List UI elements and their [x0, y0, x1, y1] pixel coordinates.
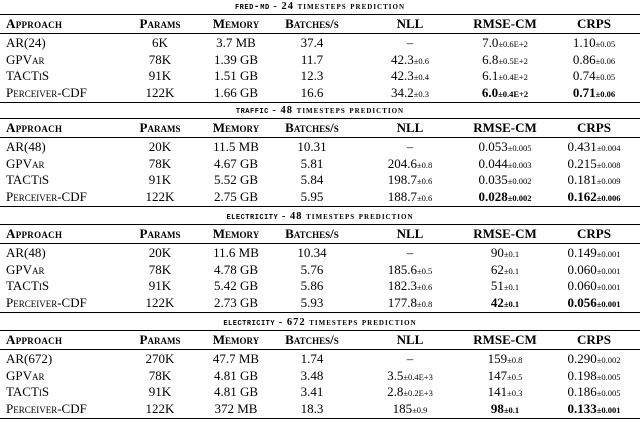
- header-batches-s: Batches/s: [285, 226, 339, 241]
- cell-nll-stderr: ±0.9: [412, 404, 428, 415]
- cell-crps-stderr: ±0.001: [596, 282, 621, 292]
- table-row: [0, 351, 640, 367]
- cell-nll: [368, 172, 452, 188]
- cell-batches: 10.31: [297, 139, 327, 154]
- cell-memory: 3.7 MB: [216, 35, 256, 50]
- cell-crps-stderr: ±0.005: [596, 371, 621, 382]
- cell-nll: [368, 368, 452, 384]
- cell-crps: [548, 85, 640, 101]
- cell-rmse-value: 6.1: [482, 68, 499, 83]
- cell-crps-stderr: ±0.06: [595, 55, 616, 66]
- cell-approach: Perceiver-CDF: [6, 84, 87, 100]
- header-approach: Approach: [6, 120, 63, 135]
- header-row: [0, 226, 640, 242]
- section-subtitle: - 24 timesteps prediction: [269, 1, 405, 12]
- cell-crps: [548, 156, 640, 172]
- cell-memory: 2.73 GB: [213, 294, 259, 310]
- table-row: [0, 68, 640, 84]
- cell-rmse-value: 51: [490, 278, 504, 293]
- cell-rmse-stderr: ±0.1: [503, 265, 520, 276]
- dataset-name: fred-md: [234, 2, 270, 13]
- cell-nll-stderr: ±0.2E+3: [403, 388, 433, 398]
- cell-nll: [368, 52, 452, 68]
- header-params: Params: [139, 332, 181, 347]
- cell-params: 6K: [152, 35, 168, 50]
- cell-rmse: [460, 351, 550, 367]
- rule-bottom: [0, 418, 640, 419]
- cell-crps: [548, 172, 640, 188]
- cell-rmse-stderr: ±0.8: [507, 355, 523, 365]
- cell-params: 91K: [148, 172, 172, 187]
- cell-memory: 1.51 GB: [213, 68, 259, 83]
- cell-memory: 11.6 MB: [213, 245, 259, 260]
- header-crps: CRPS: [577, 120, 611, 135]
- cell-nll: [368, 139, 452, 155]
- cell-crps-stderr: ±0.002: [596, 355, 621, 365]
- cell-rmse-value: 98: [490, 400, 504, 416]
- cell-rmse-stderr: ±0.3: [507, 388, 523, 398]
- cell-rmse-stderr: ±0.5: [507, 371, 523, 382]
- cell-rmse: [460, 85, 550, 101]
- cell-crps-value: 0.186: [567, 384, 597, 399]
- rule-bottom: [0, 102, 640, 103]
- header-batches-s: Batches/s: [285, 16, 339, 31]
- cell-nll-value: 185: [392, 400, 413, 416]
- header-nll: NLL: [396, 332, 424, 347]
- cell-approach: Perceiver-CDF: [6, 400, 87, 416]
- cell-crps: [548, 295, 640, 311]
- cell-rmse: [460, 262, 550, 278]
- table-row: [0, 278, 640, 294]
- cell-nll: [368, 35, 452, 51]
- cell-crps-value: 0.215: [567, 155, 597, 171]
- cell-nll-value: 198.7: [387, 172, 417, 187]
- cell-crps-value: 0.290: [567, 351, 597, 366]
- cell-rmse-value: 90: [490, 245, 504, 260]
- cell-crps-stderr: ±0.004: [596, 143, 621, 153]
- cell-rmse-stderr: ±0.005: [507, 143, 532, 153]
- section-title: [0, 104, 640, 118]
- header-params: Params: [139, 120, 181, 135]
- cell-crps: [548, 139, 640, 155]
- rule-bottom: [0, 206, 640, 207]
- cell-nll: [368, 189, 452, 205]
- cell-crps-value: 0.060: [567, 261, 597, 277]
- cell-crps: [548, 401, 640, 417]
- section-subtitle: - 48 timesteps prediction: [278, 211, 414, 222]
- header-rmse-cm: RMSE-CM: [473, 226, 537, 241]
- header-rmse-cm: RMSE-CM: [473, 16, 537, 31]
- cell-memory: 5.42 GB: [213, 278, 259, 293]
- header-batches-s: Batches/s: [285, 120, 339, 135]
- table-row: [0, 172, 640, 188]
- cell-batches: 37.4: [300, 35, 324, 50]
- cell-approach: Perceiver-CDF: [6, 188, 87, 204]
- rule-header: [0, 33, 640, 34]
- cell-batches: 3.48: [300, 367, 324, 383]
- cell-crps-value: 0.133: [567, 400, 597, 416]
- cell-nll: [368, 245, 452, 261]
- cell-approach: TACTiS: [6, 68, 50, 83]
- table-row: [0, 35, 640, 51]
- cell-batches: 5.84: [300, 172, 324, 187]
- cell-crps: [548, 262, 640, 278]
- cell-rmse: [460, 189, 550, 205]
- cell-rmse-value: 147: [487, 367, 508, 383]
- cell-crps-value: 0.74: [572, 68, 596, 83]
- cell-params: 122K: [145, 84, 175, 100]
- header-params: Params: [139, 226, 181, 241]
- cell-rmse-stderr: ±0.002: [507, 192, 532, 203]
- cell-rmse-stderr: ±0.1: [503, 249, 520, 259]
- table-row: [0, 156, 640, 172]
- rule-bottom: [0, 312, 640, 313]
- header-crps: CRPS: [577, 226, 611, 241]
- cell-rmse: [460, 139, 550, 155]
- cell-nll-stderr: ±0.4: [413, 72, 430, 82]
- header-approach: Approach: [6, 226, 63, 241]
- cell-nll: [368, 278, 452, 294]
- cell-params: 78K: [148, 367, 172, 383]
- cell-crps-value: 1.10: [572, 35, 596, 50]
- cell-crps-stderr: ±0.009: [596, 176, 621, 186]
- cell-approach: Perceiver-CDF: [6, 294, 87, 310]
- cell-crps-stderr: ±0.06: [595, 88, 616, 99]
- cell-nll-value: 42.3: [390, 51, 414, 67]
- cell-nll-value: 34.2: [390, 84, 414, 100]
- cell-rmse: [460, 156, 550, 172]
- cell-approach: TACTiS: [6, 278, 50, 293]
- cell-crps-stderr: ±0.008: [596, 159, 621, 170]
- cell-nll-stderr: ±0.4E+3: [403, 371, 433, 382]
- cell-approach: GPVar: [6, 155, 45, 171]
- cell-params: 91K: [148, 278, 172, 293]
- cell-approach: AR(672): [6, 351, 53, 366]
- cell-nll-value: –: [406, 351, 414, 366]
- table-row: [0, 85, 640, 101]
- cell-nll: [368, 156, 452, 172]
- rule-header: [0, 137, 640, 138]
- header-rmse-cm: RMSE-CM: [473, 332, 537, 347]
- cell-params: 270K: [145, 351, 175, 366]
- cell-nll-stderr: ±0.6: [413, 55, 430, 66]
- cell-memory: 1.39 GB: [213, 51, 259, 67]
- cell-approach: GPVar: [6, 367, 45, 383]
- header-nll: NLL: [396, 16, 424, 31]
- cell-approach: AR(24): [6, 35, 46, 50]
- cell-crps-stderr: ±0.05: [595, 72, 616, 82]
- table-row: [0, 295, 640, 311]
- cell-rmse: [460, 172, 550, 188]
- cell-crps: [548, 351, 640, 367]
- cell-rmse: [460, 401, 550, 417]
- cell-rmse-value: 0.053: [478, 139, 508, 154]
- rule-header: [0, 349, 640, 350]
- cell-rmse-stderr: ±0.1: [503, 404, 520, 415]
- cell-rmse-stderr: ±0.6E+2: [498, 39, 528, 49]
- cell-crps-value: 0.71: [572, 84, 596, 100]
- cell-rmse-value: 159: [487, 351, 508, 366]
- cell-nll-stderr: ±0.6: [416, 192, 433, 203]
- cell-nll: [368, 85, 452, 101]
- header-memory: Memory: [212, 120, 260, 135]
- header-nll: NLL: [396, 226, 424, 241]
- cell-nll-stderr: ±0.6: [416, 282, 433, 292]
- cell-memory: 1.66 GB: [213, 84, 259, 100]
- cell-rmse-stderr: ±0.4E+2: [498, 88, 529, 99]
- cell-approach: GPVar: [6, 261, 45, 277]
- cell-rmse-stderr: ±0.003: [507, 159, 532, 170]
- rule-header: [0, 243, 640, 244]
- cell-memory: 4.81 GB: [213, 384, 259, 399]
- cell-params: 78K: [148, 261, 172, 277]
- header-row: [0, 120, 640, 136]
- header-batches-s: Batches/s: [285, 332, 339, 347]
- section-title: [0, 210, 640, 224]
- rule-top: [0, 14, 640, 15]
- section-4: [0, 316, 640, 420]
- cell-nll-value: 3.5: [387, 367, 404, 383]
- header-memory: Memory: [212, 16, 260, 31]
- cell-crps-stderr: ±0.05: [595, 39, 616, 49]
- cell-crps-value: 0.198: [567, 367, 597, 383]
- cell-nll: [368, 351, 452, 367]
- cell-crps-value: 0.431: [567, 139, 597, 154]
- cell-crps-value: 0.162: [567, 188, 597, 204]
- cell-crps: [548, 35, 640, 51]
- table-row: [0, 52, 640, 68]
- cell-params: 122K: [145, 188, 175, 204]
- header-approach: Approach: [6, 332, 63, 347]
- cell-nll-value: 182.3: [387, 278, 417, 293]
- table-row: [0, 384, 640, 400]
- cell-crps-stderr: ±0.001: [596, 249, 621, 259]
- cell-params: 20K: [148, 245, 172, 260]
- cell-rmse-stderr: ±0.1: [503, 282, 520, 292]
- rule-top: [0, 330, 640, 331]
- cell-rmse: [460, 52, 550, 68]
- cell-memory: 4.67 GB: [213, 155, 259, 171]
- cell-batches: 10.34: [297, 245, 327, 260]
- cell-crps: [548, 52, 640, 68]
- cell-crps: [548, 384, 640, 400]
- cell-rmse: [460, 295, 550, 311]
- cell-memory: 4.78 GB: [213, 261, 259, 277]
- cell-crps-value: 0.056: [567, 294, 597, 310]
- cell-rmse-stderr: ±0.002: [507, 176, 532, 186]
- rule-top: [0, 118, 640, 119]
- cell-nll-value: 204.6: [387, 155, 417, 171]
- cell-nll-value: 42.3: [390, 68, 414, 83]
- cell-memory: 372 MB: [214, 400, 258, 416]
- cell-rmse: [460, 278, 550, 294]
- cell-nll-value: –: [406, 139, 414, 154]
- dataset-name: traffic: [235, 106, 269, 117]
- table-row: [0, 245, 640, 261]
- dataset-name: electricity: [223, 318, 276, 329]
- header-row: [0, 332, 640, 348]
- cell-crps-value: 0.149: [567, 245, 597, 260]
- section-title: [0, 316, 640, 330]
- cell-params: 20K: [148, 139, 172, 154]
- cell-batches: 5.95: [300, 188, 324, 204]
- table-row: [0, 401, 640, 417]
- header-memory: Memory: [212, 226, 260, 241]
- cell-crps-stderr: ±0.001: [596, 265, 621, 276]
- cell-rmse: [460, 368, 550, 384]
- cell-rmse-value: 7.0: [482, 35, 499, 50]
- cell-approach: AR(48): [6, 139, 46, 154]
- header-memory: Memory: [212, 332, 260, 347]
- cell-rmse-value: 6.8: [482, 51, 499, 67]
- cell-batches: 12.3: [300, 68, 324, 83]
- section-subtitle: - 48 timesteps prediction: [268, 105, 405, 116]
- section-subtitle: - 672 timesteps prediction: [275, 317, 417, 328]
- cell-nll-value: 2.8: [387, 384, 404, 399]
- cell-memory: 5.52 GB: [213, 172, 259, 187]
- cell-memory: 4.81 GB: [213, 367, 259, 383]
- header-crps: CRPS: [577, 332, 611, 347]
- cell-crps: [548, 68, 640, 84]
- cell-nll-stderr: ±0.8: [416, 159, 433, 170]
- cell-nll: [368, 68, 452, 84]
- cell-nll-value: 185.6: [387, 261, 417, 277]
- header-row: [0, 16, 640, 32]
- cell-crps-value: 0.86: [572, 51, 596, 67]
- cell-rmse-value: 0.044: [478, 155, 508, 171]
- cell-approach: TACTiS: [6, 172, 50, 187]
- cell-approach: AR(48): [6, 245, 46, 260]
- cell-batches: 1.74: [300, 351, 324, 366]
- cell-rmse-stderr: ±0.5E+2: [498, 55, 528, 66]
- table-row: [0, 139, 640, 155]
- header-rmse-cm: RMSE-CM: [473, 120, 537, 135]
- cell-params: 78K: [148, 155, 172, 171]
- cell-params: 122K: [145, 294, 175, 310]
- cell-crps-stderr: ±0.001: [596, 404, 621, 415]
- cell-rmse: [460, 35, 550, 51]
- section-3: [0, 210, 640, 314]
- cell-crps: [548, 189, 640, 205]
- cell-rmse-value: 0.035: [478, 172, 508, 187]
- cell-rmse: [460, 384, 550, 400]
- cell-crps: [548, 368, 640, 384]
- rule-top: [0, 224, 640, 225]
- cell-nll: [368, 384, 452, 400]
- section-1: [0, 0, 640, 104]
- cell-approach: TACTiS: [6, 384, 50, 399]
- cell-crps-stderr: ±0.001: [596, 298, 621, 309]
- cell-approach: GPVar: [6, 51, 45, 67]
- cell-rmse-value: 6.0: [481, 84, 499, 100]
- cell-rmse-stderr: ±0.1: [503, 298, 520, 309]
- cell-crps: [548, 278, 640, 294]
- cell-batches: 5.86: [300, 278, 324, 293]
- cell-memory: 11.5 MB: [213, 139, 259, 154]
- section-title: [0, 0, 640, 14]
- cell-batches: 5.93: [300, 294, 324, 310]
- cell-crps-stderr: ±0.005: [596, 388, 621, 398]
- cell-batches: 5.81: [300, 155, 324, 171]
- cell-batches: 3.41: [300, 384, 324, 399]
- cell-rmse: [460, 245, 550, 261]
- table-row: [0, 189, 640, 205]
- cell-rmse-value: 62: [490, 261, 504, 277]
- cell-nll-value: 177.8: [387, 294, 417, 310]
- header-params: Params: [139, 16, 181, 31]
- cell-rmse-stderr: ±0.4E+2: [498, 72, 528, 82]
- header-nll: NLL: [396, 120, 424, 135]
- cell-memory: 2.75 GB: [213, 188, 259, 204]
- dataset-name: electricity: [226, 212, 279, 223]
- cell-nll: [368, 401, 452, 417]
- cell-crps-value: 0.060: [567, 278, 597, 293]
- header-approach: Approach: [6, 16, 63, 31]
- cell-crps-stderr: ±0.006: [596, 192, 621, 203]
- cell-nll-value: –: [406, 245, 414, 260]
- cell-nll: [368, 295, 452, 311]
- cell-batches: 11.7: [300, 51, 324, 67]
- section-2: [0, 104, 640, 208]
- cell-nll-stderr: ±0.5: [416, 265, 433, 276]
- cell-nll-stderr: ±0.6: [416, 176, 433, 186]
- cell-params: 91K: [148, 68, 172, 83]
- cell-params: 91K: [148, 384, 172, 399]
- cell-batches: 18.3: [300, 400, 324, 416]
- cell-rmse: [460, 68, 550, 84]
- cell-params: 78K: [148, 51, 172, 67]
- cell-rmse-value: 141: [487, 384, 508, 399]
- cell-rmse-value: 0.028: [478, 188, 508, 204]
- table-row: [0, 262, 640, 278]
- header-crps: CRPS: [577, 16, 611, 31]
- cell-params: 122K: [145, 400, 175, 416]
- table-row: [0, 368, 640, 384]
- cell-memory: 47.7 MB: [212, 351, 260, 366]
- cell-crps-value: 0.181: [567, 172, 597, 187]
- cell-crps: [548, 245, 640, 261]
- cell-nll: [368, 262, 452, 278]
- cell-rmse-value: 42: [490, 294, 504, 310]
- cell-nll-stderr: ±0.8: [416, 298, 433, 309]
- cell-nll-stderr: ±0.3: [413, 88, 430, 99]
- cell-nll-value: 188.7: [387, 188, 417, 204]
- cell-batches: 16.6: [300, 84, 324, 100]
- cell-nll-value: –: [406, 35, 414, 50]
- cell-batches: 5.76: [300, 261, 324, 277]
